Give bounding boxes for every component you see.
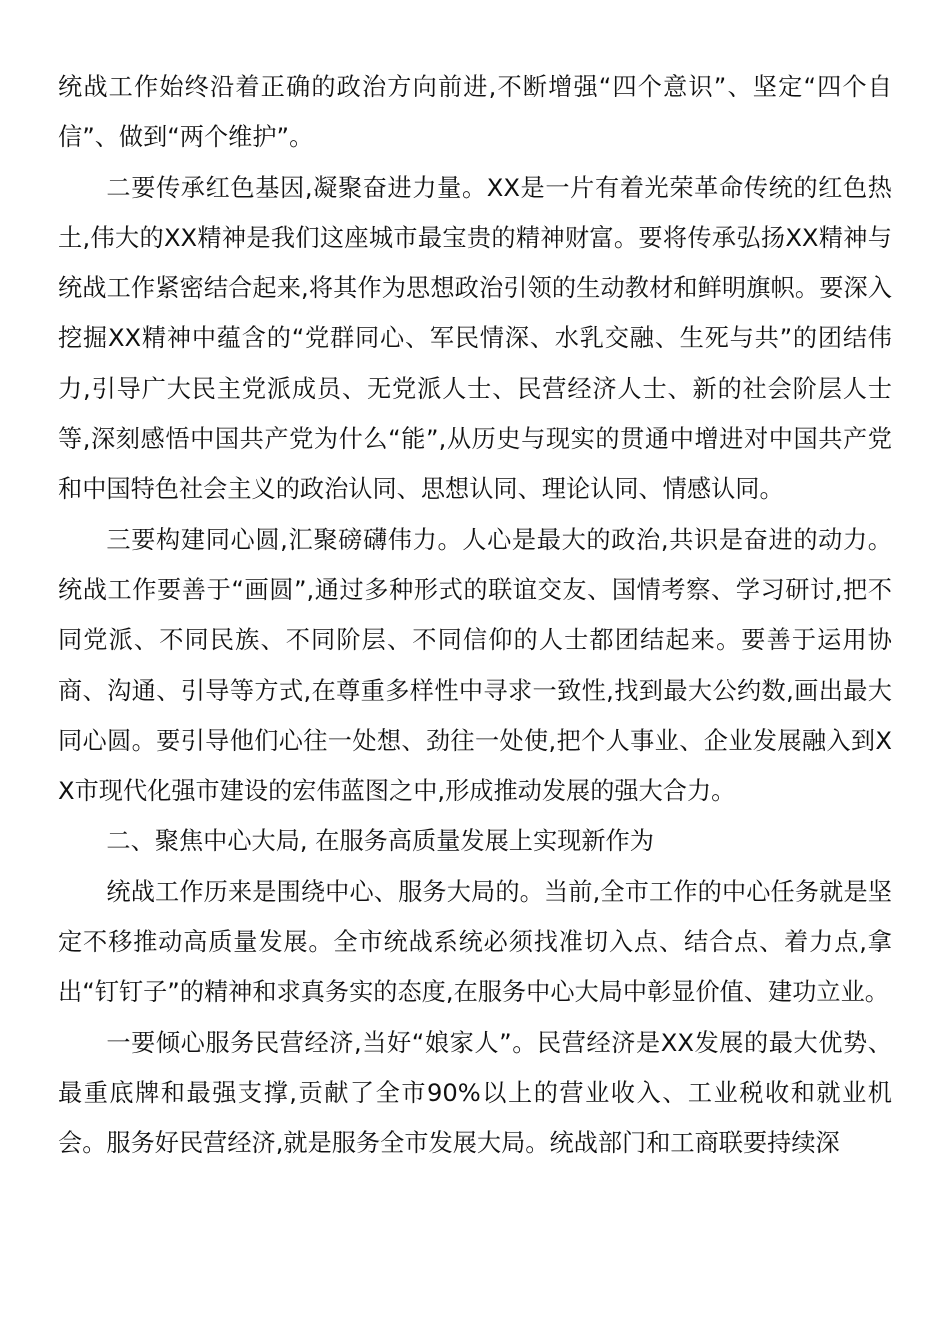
paragraph-concentric-circle: 三要构建同心圆,汇聚磅礴伟力。人心是最大的政治,共识是奋进的动力。统战工作要善于“画圆”,通过多种形式的联谊交友、国情考察、学习研讨,把不同党派、不同民族、不同阶层、不同信仰的人士都团结起来。要善于运用协商、沟通、引导等方式,在尊重多样性中寻求一致性,找到最大公约数,画出最大同心圆。要引导他们心往一处想、劲往一处使,把个人事业、企业发展融入到XX市现代化强市建设的宏伟蓝图之中,形成推动发展的强大合力。 (58, 525, 892, 806)
paragraph-section-intro: 统战工作历来是围绕中心、服务大局的。当前,全市工作的中心任务就是坚定不移推动高质量发展。全市统战系统必须找准切入点、结合点、着力点,拿出“钉钉子”的精神和求真务实的态度,在服务中心大局中彰显价值、建功立业。 (58, 877, 892, 1007)
section-heading-two: 二、聚焦中心大局, 在服务高质量发展上实现新作为 (106, 827, 654, 856)
document-body (58, 62, 892, 1169)
paragraph-red-gene: 二要传承红色基因,凝聚奋进力量。XX是一片有着光荣革命传统的红色热土,伟大的XX精神是我们这座城市最宝贵的精神财富。要将传承弘扬XX精神与统战工作紧密结合起来,将其作为思想政治引领的生动教材和鲜明旗帜。要深入挖掘XX精神中蕴含的“党群同心、军民情深、水乳交融、生死与共”的团结伟力,引导广大民主党派成员、无党派人士、民营经济人士、新的社会阶层人士等,深刻感悟中国共产党为什么“能”,从历史与现实的贯通中增进对中国共产党和中国特色社会主义的政治认同、思想认同、理论认同、情感认同。 (58, 173, 892, 504)
paragraph-private-economy: 一要倾心服务民营经济,当好“娘家人”。民营经济是XX发展的最大优势、最重底牌和最强支撑,贡献了全市90%以上的营业收入、工业税收和就业机会。服务好民营经济,就是服务全市发展大局。统战部门和工商联要持续深 (58, 1028, 892, 1158)
paragraph-continuation: 统战工作始终沿着正确的政治方向前进,不断增强“四个意识”、坚定“四个自信”、做到“两个维护”。 (58, 73, 892, 152)
